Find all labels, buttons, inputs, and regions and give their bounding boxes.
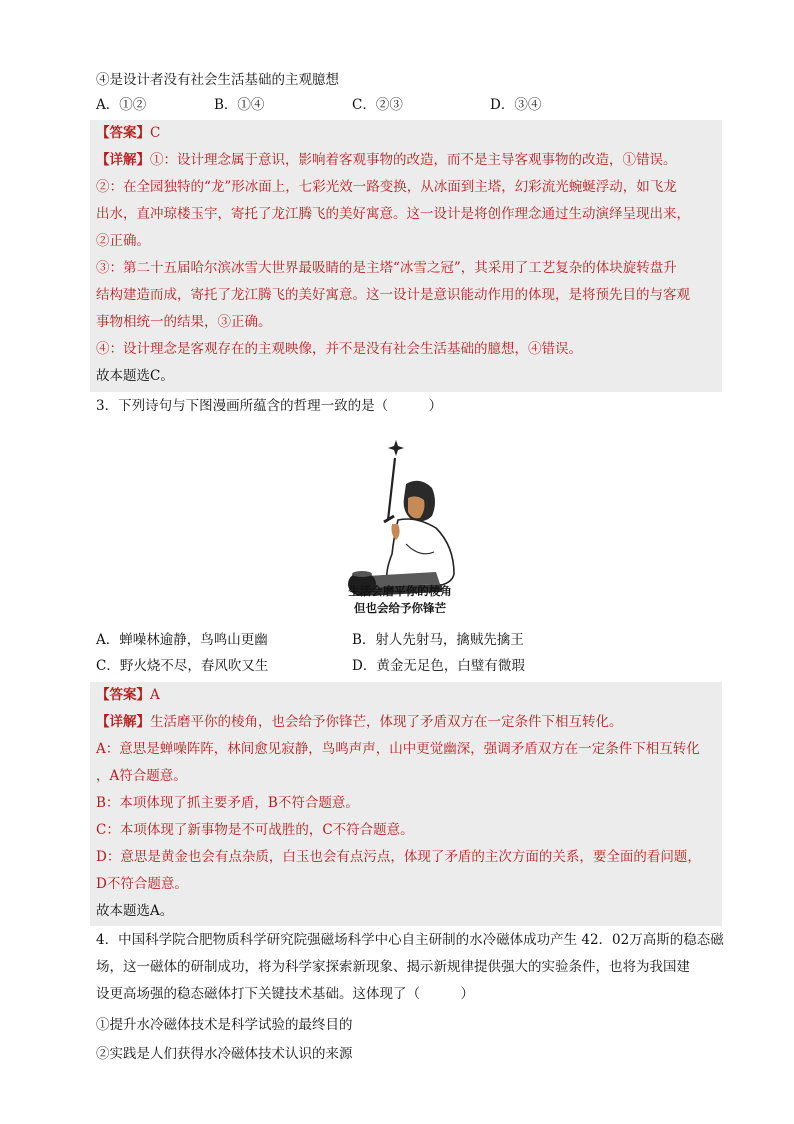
conclusion: 故本题选A。: [96, 903, 174, 919]
option-b: B．①④: [214, 97, 265, 113]
answer-value: C: [150, 125, 161, 141]
option-a: A．蝉噪林逾静，鸟鸣山更幽: [96, 632, 268, 648]
question-4-stem: 场，这一磁体的研制成功，将为科学家探索新现象、揭示新规律提供强大的实验条件，也将为我国建: [96, 959, 690, 975]
detail-text: C：本项体现了新事物是不可战胜的，C不符合题意。: [96, 822, 414, 838]
answer-label: 【答案】: [96, 125, 150, 141]
detail-text: ③：第二十五届哈尔滨冰雪大世界最吸睛的是主塔“冰雪之冠”，其采用了工艺复杂的体块旋转盘升: [96, 260, 677, 276]
detail-text: D：意思是黄金也会有点杂质，白玉也会有点污点，体现了矛盾的主次方面的关系，要全面的看问题，: [96, 849, 701, 865]
detail-text: 结构建造而成，寄托了龙江腾飞的美好寓意。这一设计是意识能动作用的体现，是将预先目的与客观: [96, 287, 690, 303]
answer-line: [96, 685, 160, 705]
detail-text: D不符合题意。: [96, 876, 188, 892]
question-item-4: ④是设计者没有社会生活基础的主观臆想: [96, 72, 339, 88]
answer-label: 【答案】: [96, 687, 150, 703]
question-4-stem: 设更高场强的稳态磁体打下关键技术基础。这体现了（ ）: [96, 986, 474, 1002]
detail-text: ，A符合题意。: [96, 768, 187, 784]
sword-icon: [384, 458, 395, 522]
sparkle-icon: [388, 440, 404, 456]
detail-text: ①：设计理念属于意识，影响着客观事物的改造，而不是主导客观事物的改造，①错误。: [150, 152, 677, 168]
option-b: B．射人先射马，擒贼先擒王: [352, 632, 524, 648]
detail-text: ②：在全园独特的“龙”形冰面上，七彩光效一路变换，从冰面到主塔，幻彩流光蜿蜒浮动，如飞龙: [96, 179, 677, 195]
detail-line: [96, 150, 677, 170]
detail-text: 出水，直冲琼楼玉宇，寄托了龙江腾飞的美好寓意。这一设计是将创作理念通过生动演绎呈现出来，: [96, 206, 690, 222]
sitting-man-figure: [387, 481, 454, 586]
question-4-item-2: ②实践是人们获得水冷磁体技术认识的来源: [96, 1046, 353, 1062]
option-c: C．②③: [352, 97, 403, 113]
option-c: C．野火烧不尽，春风吹又生: [96, 658, 269, 674]
detail-text: A：意思是蝉噪阵阵，林间愈见寂静，鸟鸣声声，山中更觉幽深，强调矛盾双方在一定条件下相互转化: [96, 741, 700, 757]
option-d: D．③④: [490, 97, 542, 113]
cartoon-caption-line-1: 生活会磨平你的棱角: [348, 584, 452, 598]
cartoon-caption-line-2: 但也会给予你锋芒: [354, 601, 446, 615]
detail-label: 【详解】: [96, 714, 150, 730]
detail-text: 生活磨平你的棱角，也会给予你锋芒，体现了矛盾双方在一定条件下相互转化。: [150, 714, 623, 730]
option-a: A．①②: [96, 97, 147, 113]
question-4-item-1: ①提升水冷磁体技术是科学试验的最终目的: [96, 1017, 353, 1033]
question-3-stem: 3．下列诗句与下图漫画所蕴含的哲理一致的是（ ）: [96, 398, 443, 414]
detail-label: 【详解】: [96, 152, 150, 168]
answer-line: [96, 123, 160, 143]
detail-text: ④：设计理念是客观存在的主观映像，并不是没有社会生活基础的臆想，④错误。: [96, 341, 582, 357]
question-4-stem: 4．中国科学院合肥物质科学研究院强磁场科学中心自主研制的水冷磁体成功产生 42．02万高斯的稳态磁: [96, 932, 724, 948]
answer-value: A: [150, 687, 160, 703]
detail-text: 事物相统一的结果，③正确。: [96, 314, 272, 330]
detail-text: ②正确。: [96, 233, 150, 249]
conclusion: 故本题选C。: [96, 368, 174, 384]
option-d: D．黄金无足色，白璧有微瑕: [352, 658, 525, 674]
detail-line: [96, 712, 623, 732]
detail-text: B：本项体现了抓主要矛盾，B不符合题意。: [96, 795, 359, 811]
